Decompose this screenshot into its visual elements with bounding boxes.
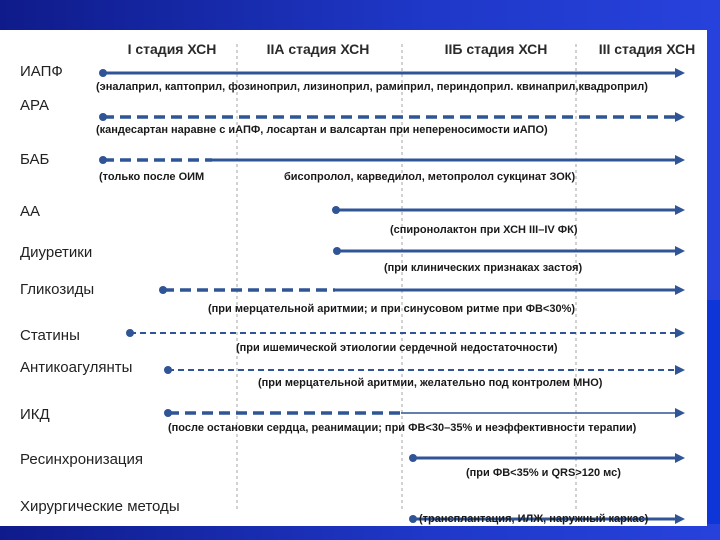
row-note-statins-1: (при ишемической этиологии сердечной недостаточности) [236,342,558,354]
row-bab [20,151,676,183]
row-label-surgery: Хирургические методы [20,498,180,515]
row-note-glycosides-1: (при мерцательной аритмии; и при синусовом ритме при ФВ<30%) [208,303,576,315]
row-label-diuretics: Диуретики [20,244,93,261]
row-label-anticoagulants: Антикоагулянты [20,359,133,376]
row-start-dot-iapf [99,69,107,77]
row-statins [20,327,676,354]
row-note-surgery-1: (трансплантация, ИЛЖ, наружный каркас) [419,513,649,525]
row-icd [20,406,676,434]
row-label-glycosides: Гликозиды [20,281,95,298]
stage-label-4: III стадия ХСН [598,41,696,57]
row-ara [20,97,676,136]
row-start-dot-resync [409,454,417,462]
stage-label-2: IIА стадия ХСН [266,41,370,57]
row-label-statins: Статины [20,327,80,344]
stage-label-1: I стадия ХСН [127,41,217,57]
row-resync [20,451,676,479]
row-diuretics [20,244,676,274]
row-start-dot-ara [99,113,107,121]
row-start-dot-anticoagulants [164,366,172,374]
row-note-iapf-1: (эналаприл, каптоприл, фозиноприл, лизиноприл, рамиприл, периндоприл. квинаприл,квадроприл) [96,81,648,93]
row-start-dot-surgery [409,515,417,523]
row-start-dot-bab [99,156,107,164]
row-note-bab-1: (только после ОИМ [99,171,205,183]
row-note-diuretics-1: (при клинических признаках застоя) [384,262,583,274]
row-glycosides [20,281,676,315]
row-note-resync-1: (при ФВ<35% и QRS>120 мс) [466,467,621,479]
row-note-icd-1: (после остановки сердца, реанимации; при ФВ<30–35% и неэффективности терапии) [168,422,637,434]
row-note-bab-2: бисопролол, карведилол, метопролол сукцинат ЗОК) [284,171,576,183]
row-label-resync: Ресинхронизация [20,451,144,468]
row-start-dot-statins [126,329,134,337]
row-note-ara-1: (кандесартан наравне с иАПФ, лосартан и валсартан при непереносимости иАПО) [96,124,548,136]
row-note-anticoagulants-1: (при мерцательной аритмии, желательно под контролем МНО) [258,377,603,389]
row-start-dot-glycosides [159,286,167,294]
row-note-aa-1: (спиронолактон при ХСН III–IV ФК) [390,224,578,236]
row-start-dot-aa [332,206,340,214]
row-anticoagulants [20,359,676,389]
stage-label-3: IIБ стадия ХСН [444,41,548,57]
row-label-aa: АА [20,203,41,220]
row-label-ara: АРА [20,97,50,114]
row-aa [20,203,676,236]
row-label-icd: ИКД [20,406,50,423]
row-label-bab: БАБ [20,151,50,168]
row-surgery [20,498,676,525]
row-label-iapf: ИАПФ [20,63,63,80]
row-start-dot-icd [164,409,172,417]
row-start-dot-diuretics [333,247,341,255]
row-iapf [20,63,676,93]
